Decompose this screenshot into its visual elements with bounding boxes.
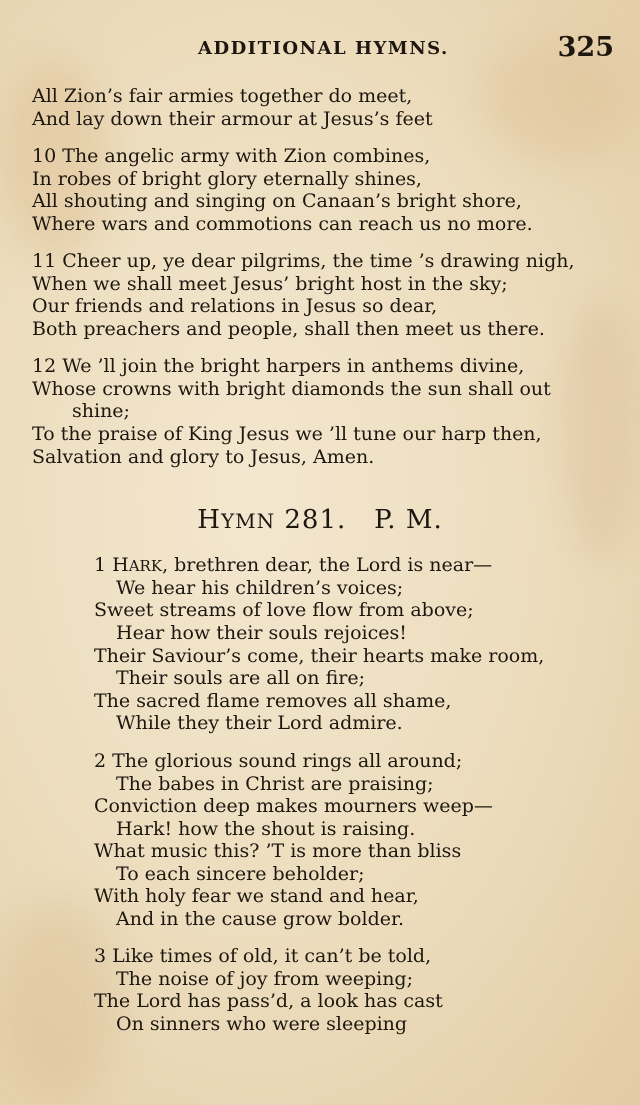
verse-line: Sweet streams of love flow from above; [94, 599, 474, 621]
verse-line: Their Saviour’s come, their hearts make room, [94, 645, 545, 667]
hymn-title-word: YMN [220, 509, 276, 533]
page-header [0, 34, 640, 64]
verse-line: Whose crowns with bright diamonds the sun shall out [32, 378, 551, 400]
verse-line: Both preachers and people, shall then meet us there. [32, 318, 545, 340]
verse-line: With holy fear we stand and hear, [94, 885, 419, 907]
verse-line [94, 554, 492, 577]
verse-line: 10 The angelic army with Zion combines, [32, 145, 431, 167]
verse-line: On sinners who were sleeping [116, 1013, 408, 1035]
verse-line: The Lord has pass’d, a look has cast [94, 990, 443, 1012]
first-line-text: , brethren dear, the Lord is near— [162, 554, 493, 576]
hymn-number: 281. [284, 505, 347, 535]
verse-line: When we shall meet Jesus’ bright host in the sky; [32, 273, 508, 295]
verse-line: shine; [72, 400, 130, 422]
verse-line: 2 The glorious sound rings all around; [94, 750, 463, 772]
hymn-title-initial: H [197, 505, 221, 535]
verse-line: Our friends and relations in Jesus so dear, [32, 295, 438, 317]
first-word-initial: H [112, 554, 129, 576]
verse-line: 3 Like times of old, it can’t be told, [94, 945, 432, 967]
verse-line: Where wars and commotions can reach us no more. [32, 213, 533, 235]
verse-line: All shouting and singing on Canaan’s bright shore, [32, 190, 522, 212]
verse-line: The noise of joy from weeping; [116, 968, 413, 990]
verse-line: The babes in Christ are praising; [116, 773, 434, 795]
verse-line: We hear his children’s voices; [116, 577, 404, 599]
verse-line: Their souls are all on fire; [116, 667, 365, 689]
verse-line: In robes of bright glory eternally shines, [32, 168, 422, 190]
verse-line: Salvation and glory to Jesus, Amen. [32, 446, 375, 468]
verse-line: 12 We ’ll join the bright harpers in anthems divine, [32, 355, 525, 377]
verse-line: 11 Cheer up, ye dear pilgrims, the time ’s drawing nigh, [32, 250, 575, 272]
verse-number: 1 [94, 554, 107, 576]
verse-line: Hark! how the shout is raising. [116, 818, 416, 840]
first-word-rest: ARK [128, 557, 163, 575]
verse-line: Hear how their souls rejoices! [116, 622, 407, 644]
verse-line: What music this? ’T is more than bliss [94, 840, 462, 862]
verse-line: Conviction deep makes mourners weep— [94, 795, 493, 817]
verse-line: And in the cause grow bolder. [116, 908, 405, 930]
page-number: 325 [557, 32, 614, 63]
running-head: ADDITIONAL HYMNS. [198, 38, 449, 59]
hymn-meter: P. M. [374, 505, 443, 535]
verse-line: While they their Lord admire. [116, 712, 403, 734]
hymn-title [0, 505, 640, 535]
verse-line: The sacred flame removes all shame, [94, 690, 452, 712]
verse-line: To each sincere beholder; [116, 863, 365, 885]
verse-line: All Zion’s fair armies together do meet, [32, 85, 413, 107]
verse-line: And lay down their armour at Jesus’s feet [32, 108, 433, 130]
verse-line: To the praise of King Jesus we ’ll tune our harp then, [32, 423, 542, 445]
